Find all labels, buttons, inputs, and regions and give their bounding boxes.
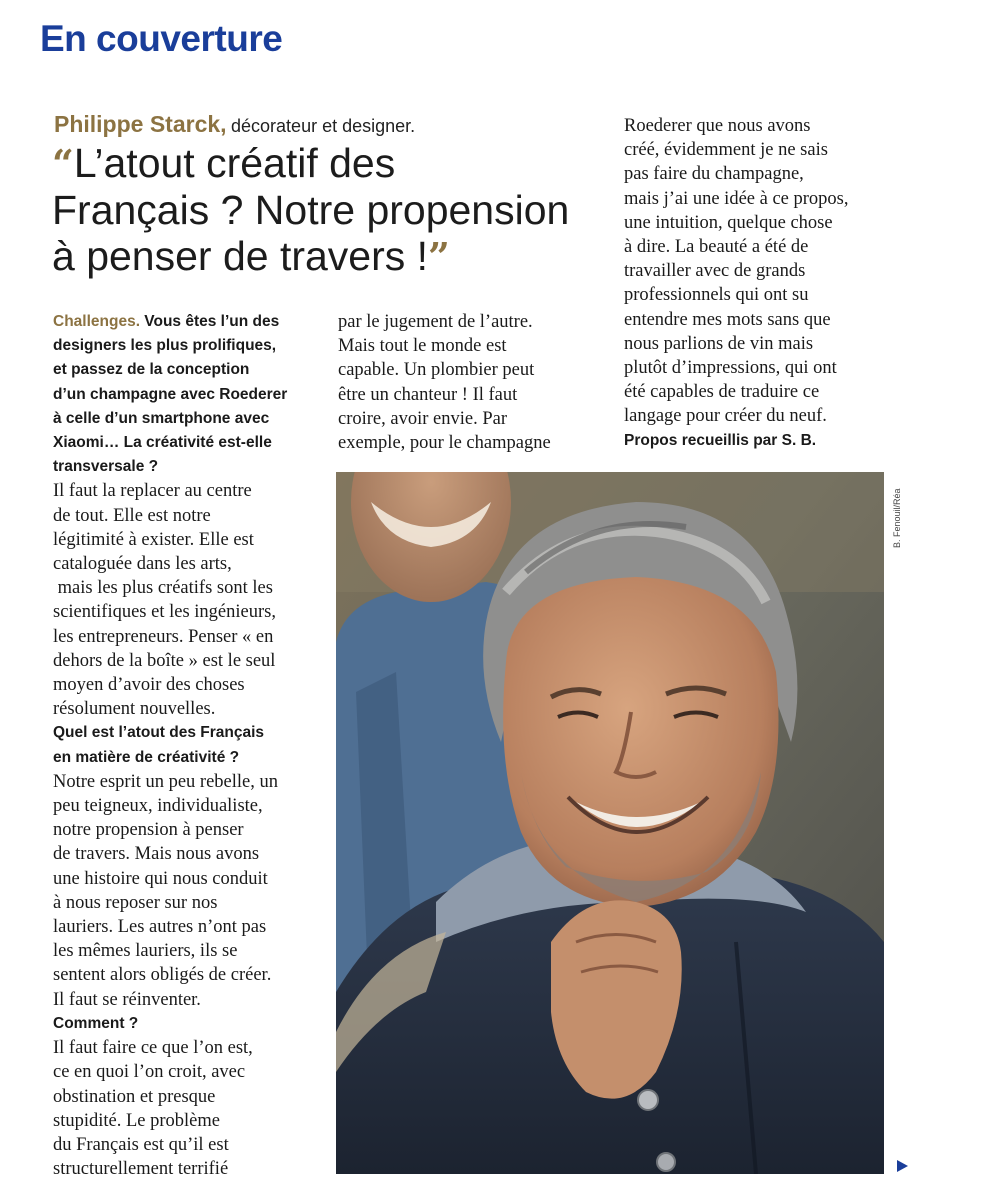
open-quote-mark: “ [52, 141, 74, 186]
answer-3-line: obstination et presque [53, 1086, 216, 1107]
answer-2-line: sentent alors obligés de créer. [53, 965, 272, 986]
answer-3-line: du Français est qu’il est [53, 1134, 229, 1155]
photo-credit: B. Fenouil/Réa [892, 488, 902, 548]
answer-1-line: de tout. Elle est notre [53, 505, 211, 526]
body-line: professionnels qui ont su [624, 285, 809, 306]
headline [52, 140, 612, 280]
answer-1-line: résolument nouvelles. [53, 699, 216, 720]
body-line: Roederer que nous avons [624, 116, 811, 136]
jacket-button [657, 1153, 675, 1171]
magazine-name: Challenges. [53, 313, 140, 330]
answer-1-line: mais les plus créatifs sont les [53, 578, 273, 599]
body-line: croire, avoir envie. Par [338, 408, 507, 429]
headline-line-2: Français ? Notre propension [52, 187, 570, 233]
article-column-2 [338, 310, 551, 455]
byline [54, 111, 415, 138]
answer-1-line: légitimité à exister. Elle est [53, 529, 254, 550]
body-line: par le jugement de l’autre. [338, 312, 533, 332]
question-1-line: et passez de la conception [53, 361, 250, 379]
answer-1-line: les entrepreneurs. Penser « en [53, 626, 274, 647]
headline-line-3: à penser de travers !” [52, 233, 450, 279]
body-line: plutôt d’impressions, qui ont [624, 358, 837, 379]
question-1-line: designers les plus prolifiques, [53, 337, 277, 355]
article-column-3 [624, 114, 848, 453]
answer-1-line: cataloguée dans les arts, [53, 554, 232, 575]
answer-3-line: structurellement terrifié [53, 1159, 229, 1180]
interview-signoff: Propos recueillis par S. B. [624, 431, 817, 449]
answer-3-line: ce en quoi l’on croit, avec [53, 1062, 246, 1083]
body-line: à dire. La beauté a été de [624, 237, 809, 258]
answer-2-line: de travers. Mais nous avons [53, 844, 260, 865]
answer-2-line: lauriers. Les autres n’ont pas [53, 917, 267, 938]
close-quote-mark: ” [428, 234, 450, 279]
byline-role: décorateur et designer. [231, 116, 416, 136]
question-1-line: Challenges. Vous êtes l’un des [53, 313, 280, 330]
question-1-line: transversale ? [53, 458, 159, 476]
answer-3-line: stupidité. Le problème [53, 1110, 220, 1131]
jacket-button [638, 1090, 658, 1110]
body-line: pas faire du champagne, [624, 164, 804, 185]
question-1-line: Xiaomi… La créativité est-elle [53, 434, 272, 452]
triangle-right-icon [897, 1160, 908, 1172]
body-line: été capables de traduire ce [624, 382, 820, 403]
question-2-line: en matière de créativité ? [53, 748, 240, 766]
answer-2-line: peu teigneux, individualiste, [53, 796, 263, 817]
headline-line-1: “L’atout créatif des [52, 140, 396, 186]
question-2-line: Quel est l’atout des Français [53, 724, 265, 742]
portrait-photo [336, 472, 884, 1174]
body-line: travailler avec de grands [624, 261, 806, 282]
body-line: Mais tout le monde est [338, 336, 507, 357]
answer-2-line: les mêmes lauriers, ils se [53, 941, 238, 962]
question-3-line: Comment ? [53, 1014, 139, 1032]
answer-2-line: Notre esprit un peu rebelle, un [53, 771, 279, 792]
section-title: En couverture [40, 18, 283, 59]
body-line: être un chanteur ! Il faut [338, 384, 518, 405]
answer-2-line: à nous reposer sur nos [53, 892, 218, 913]
answer-1-line: scientifiques et les ingénieurs, [53, 602, 276, 623]
byline-name: Philippe Starck, [54, 111, 227, 137]
body-line: créé, évidemment je ne sais [624, 140, 828, 161]
body-line: capable. Un plombier peut [338, 360, 535, 381]
question-1-line: d’un champagne avec Roederer [53, 385, 288, 403]
answer-1-line: moyen d’avoir des choses [53, 675, 245, 696]
answer-2-line: notre propension à penser [53, 820, 244, 841]
answer-2-line: une histoire qui nous conduit [53, 868, 268, 889]
article-column-1 [53, 310, 287, 1181]
answer-1-line: Il faut la replacer au centre [53, 481, 252, 502]
body-line: nous parlions de vin mais [624, 333, 814, 354]
answer-2-line: Il faut se réinventer. [53, 989, 201, 1010]
answer-3-line: Il faut faire ce que l’on est, [53, 1038, 253, 1059]
subject-face [503, 577, 778, 907]
question-1-line: à celle d’un smartphone avec [53, 409, 270, 427]
body-line: une intuition, quelque chose [624, 212, 833, 233]
answer-1-line: dehors de la boîte » est le seul [53, 650, 276, 671]
body-line: mais j’ai une idée à ce propos, [624, 188, 849, 209]
body-line: langage pour créer du neuf. [624, 406, 827, 427]
body-line: exemple, pour le champagne [338, 433, 551, 454]
body-line: entendre mes mots sans que [624, 309, 831, 330]
